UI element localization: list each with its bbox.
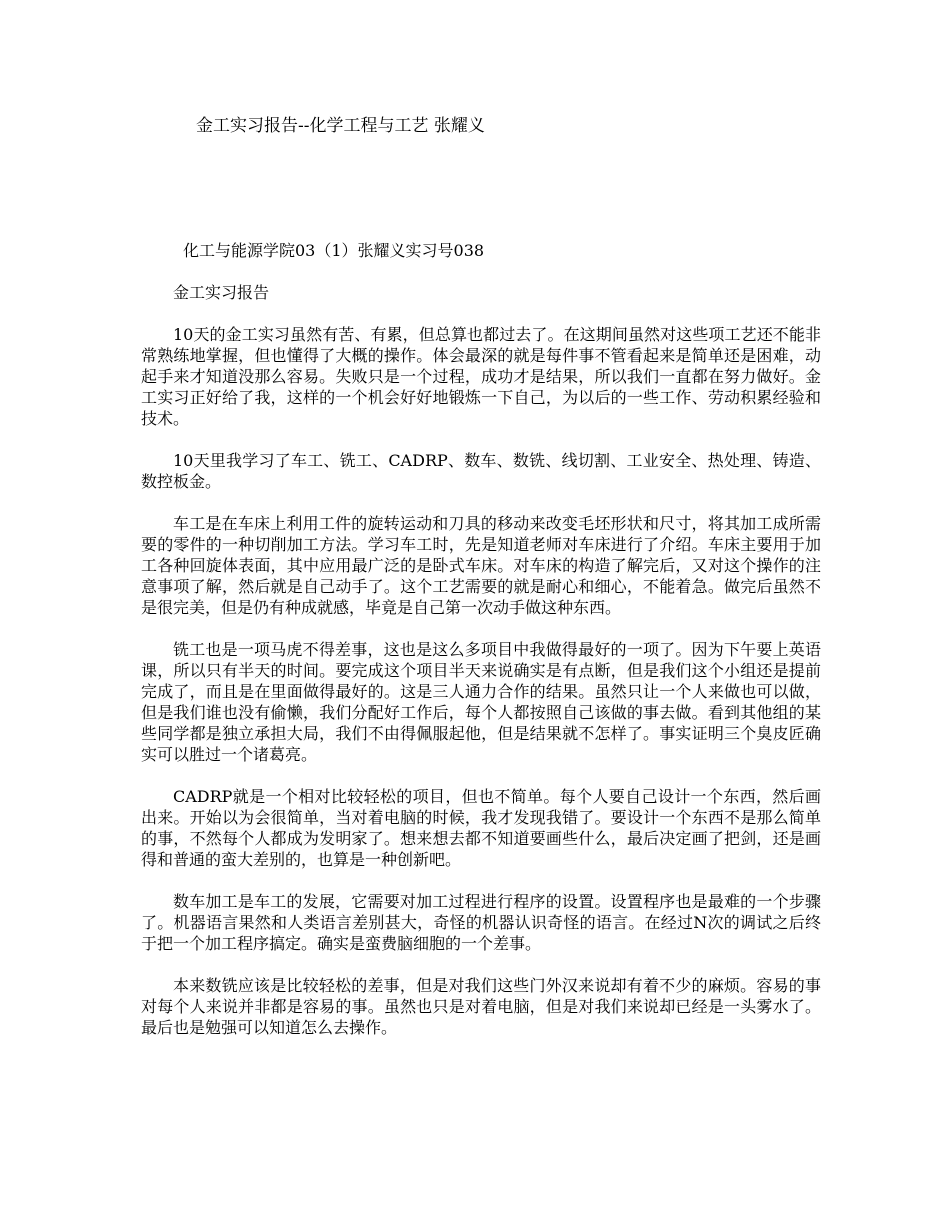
paragraph-topics: 10天里我学习了车工、铣工、CADRP、数车、数铣、线切割、工业安全、热处理、铸造、数控板金。 [141, 451, 821, 491]
document-body [141, 240, 821, 1059]
paragraph-turning: 车工是在车床上利用工件的旋转运动和刀具的移动来改变毛坯形状和尺寸，将其加工成所需要的零件的一种切削加工方法。学习车工时，先是知道老师对车床进行了介绍。车床主要用于加工各种回旋体表面，其中应用最广泛的是卧式车床。对车床的构造了解完后，又对这个操作的注意事项了解，然后就是自己动手了。这个工艺需要的就是耐心和细心，不能着急。做完后虽然不是很完美，但是仍有种成就感，毕竟是自己第一次动手做这种东西。 [141, 514, 821, 617]
paragraph-milling: 铣工也是一项马虎不得差事，这也是这么多项目中我做得最好的一项了。因为下午要上英语课，所以只有半天的时间。要完成这个项目半天来说确实是有点断，但是我们这个小组还是提前完成了，而且是在里面做得最好的。这是三人通力合作的结果。虽然只让一个人来做也可以做，但是我们谁也没有偷懒，我们分配好工作后，每个人都按照自己该做的事去做。看到其他组的某些同学都是独立承担大局，我们不由得佩服起他，但是结果就不怎样了。事实证明三个臭皮匠确实可以胜过一个诸葛亮。 [141, 640, 821, 764]
paragraph-intro: 10天的金工实习虽然有苦、有累，但总算也都过去了。在这期间虽然对这些项工艺还不能非常熟练地掌握，但也懂得了大概的操作。体会最深的就是每件事不管看起来是简单还是困难，动起手来才知道没那么容易。失败只是一个过程，成功才是结果，所以我们一直都在努力做好。金工实习正好给了我，这样的一个机会好好地锻炼一下自己，为以后的一些工作、劳动积累经验和技术。 [141, 325, 821, 428]
section-heading: 金工实习报告 [173, 283, 270, 302]
paragraph-cnc-milling: 本来数铣应该是比较轻松的差事，但是对我们这些门外汉来说却有着不少的麻烦。容易的事对每个人来说并非都是容易的事。虽然也只是对着电脑，但是对我们来说却已经是一头雾水了。最后也是勉强可以知道怎么去操作。 [141, 976, 821, 1037]
paragraph-cnc-turning: 数车加工是车工的发展，它需要对加工过程进行程序的设置。设置程序也是最难的一个步骤了。机器语言果然和人类语言差别甚大，奇怪的机器认识奇怪的语言。在经过N次的调试之后终于把一个加工程序搞定。确实是蛮费脑细胞的一个差事。 [141, 892, 821, 953]
paragraph-cadrp: CADRP就是一个相对比较轻松的项目，但也不简单。每个人要自己设计一个东西，然后画出来。开始以为会很简单，当对着电脑的时候，我才发现我错了。要设计一个东西不是那么简单的事，不然每个人都成为发明家了。想来想去都不知道要画些什么，最后决定画了把剑，还是画得和普通的蛮大差别的，也算是一种创新吧。 [141, 787, 821, 869]
document-title: 金工实习报告--化学工程与工艺 张耀义 [196, 116, 485, 136]
author-affiliation: 化工与能源学院03（1）张耀义实习号038 [183, 241, 485, 260]
